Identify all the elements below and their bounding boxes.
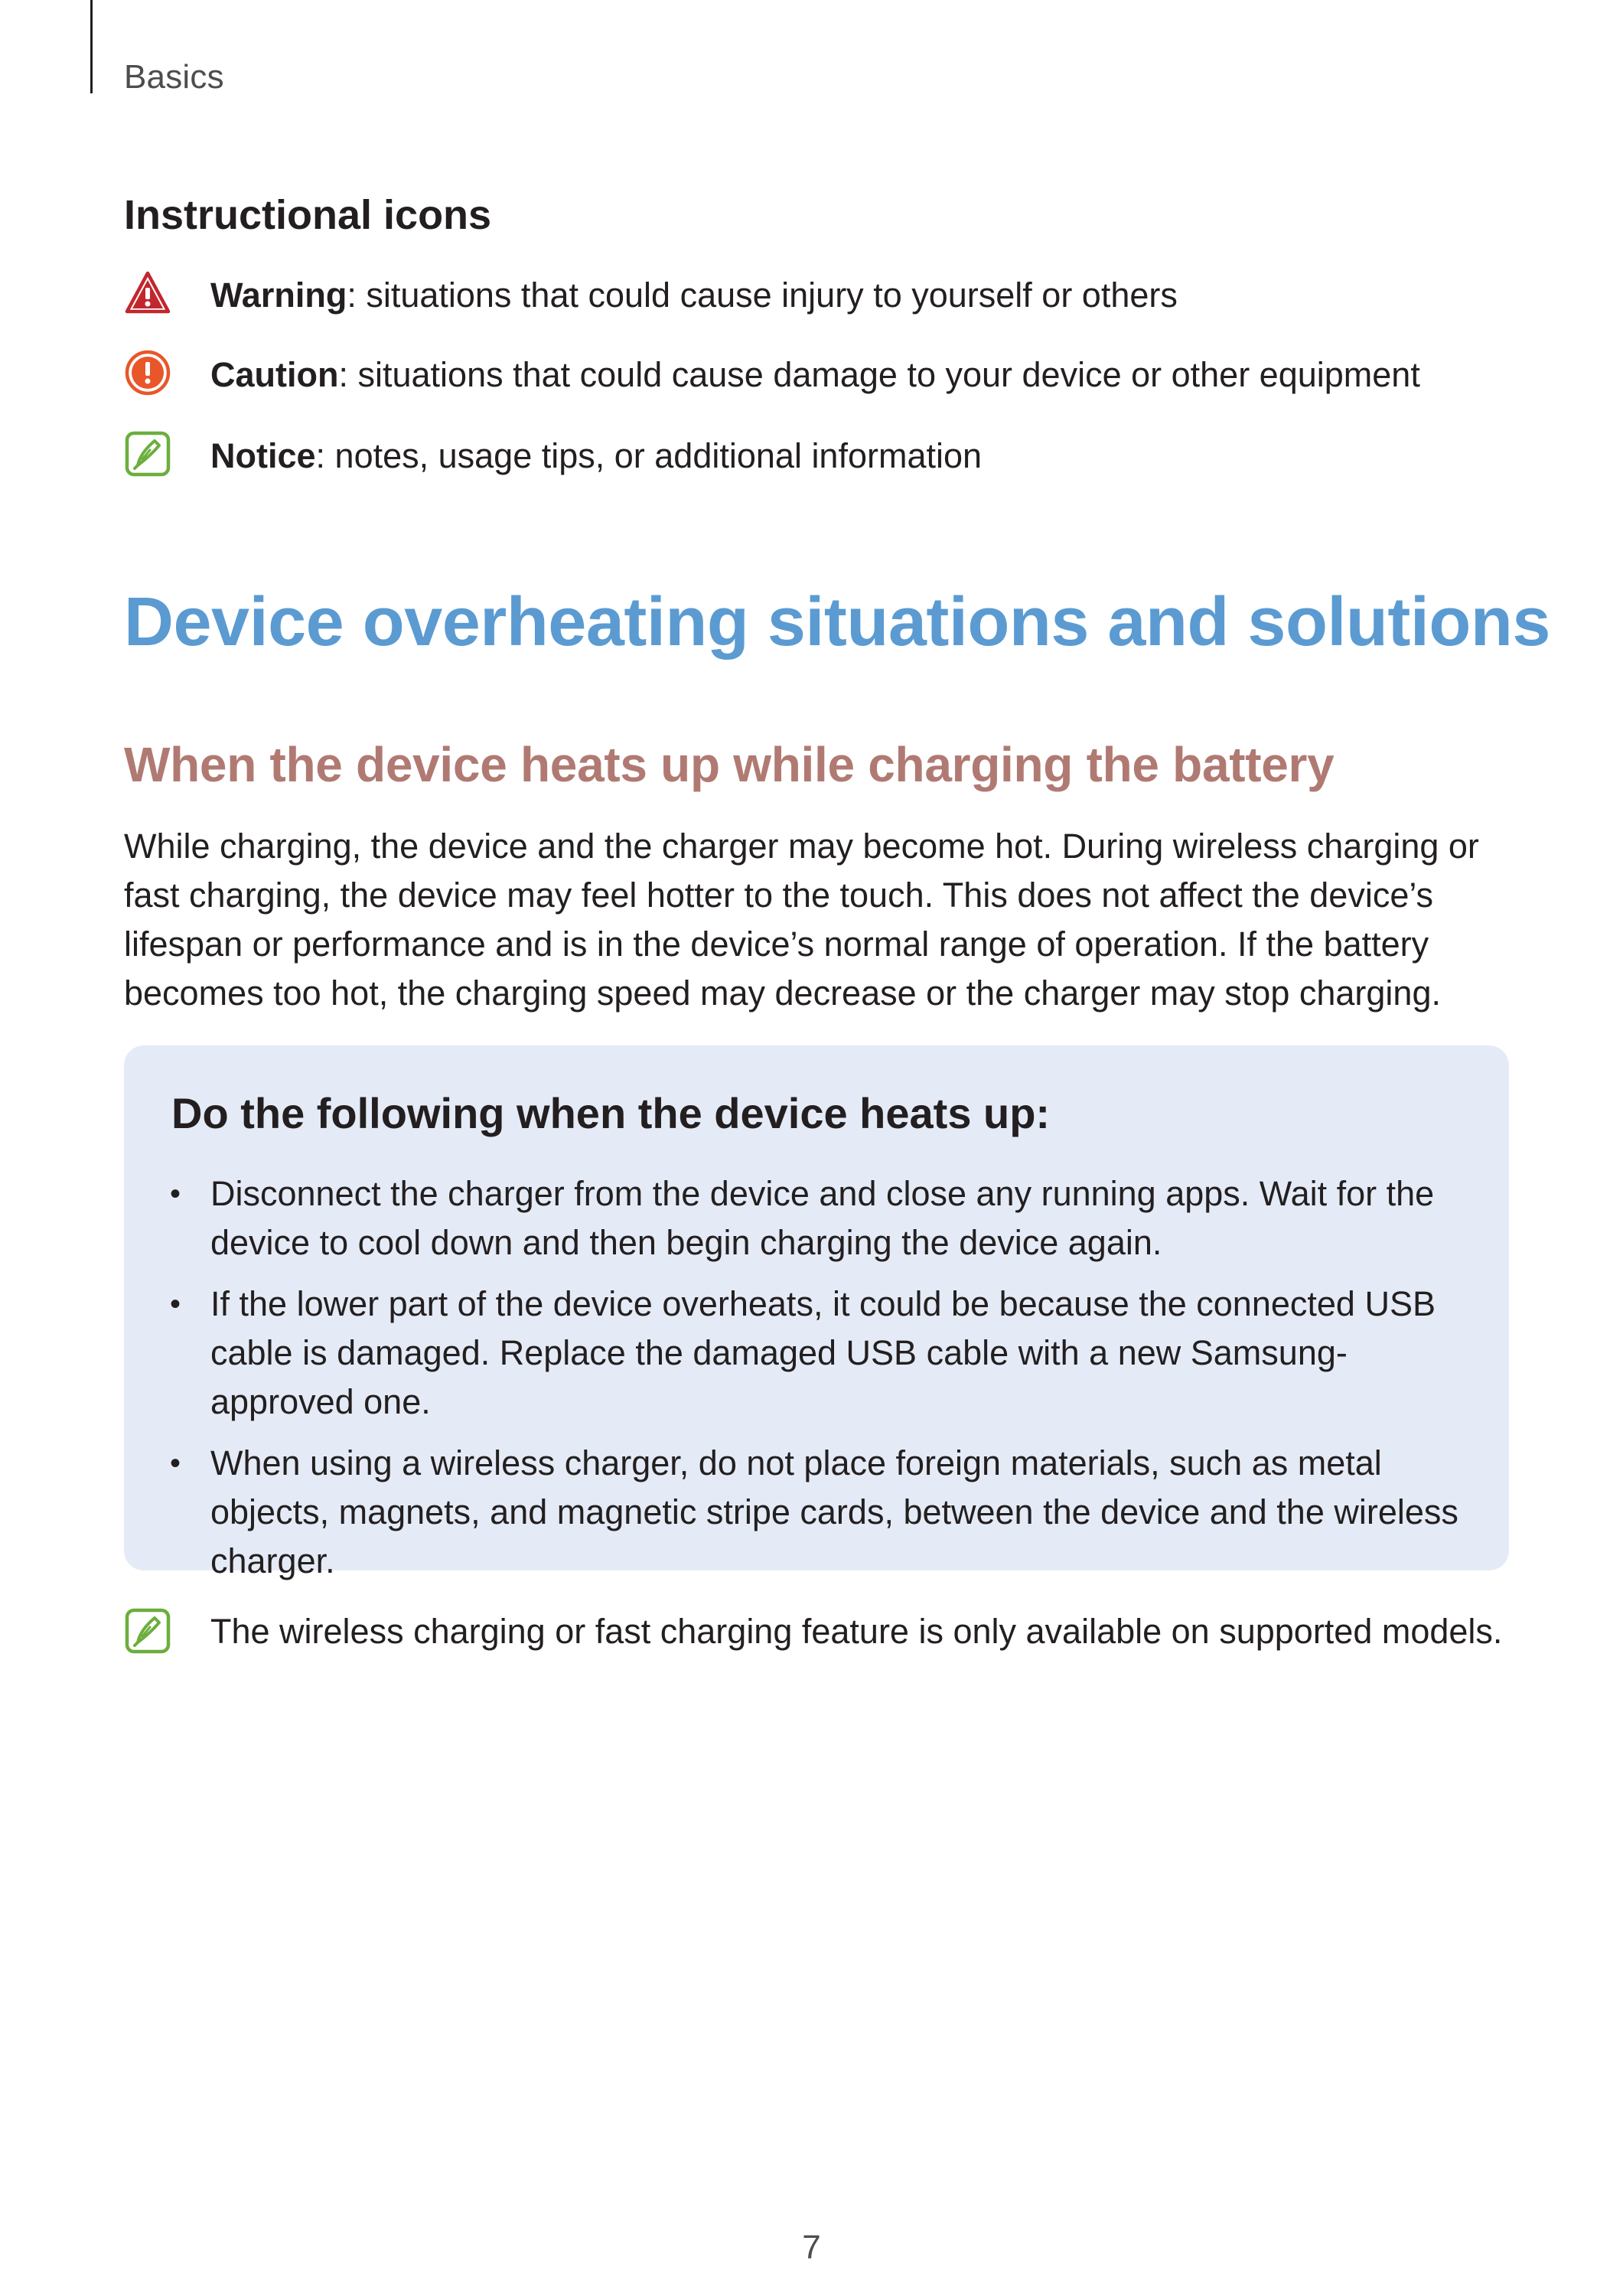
notice-row [124,1607,1578,1661]
instructional-icons-title: Instructional icons [124,192,492,238]
page-title: Device overheating situations and solutions [124,584,1550,660]
section-label: Basics [124,58,224,96]
warning-triangle-icon [124,269,171,317]
caution-legend-row [124,349,1578,403]
tip-box [124,1045,1509,1580]
notice-text: : notes, usage tips, or additional information [315,436,983,475]
tip-box-title: Do the following when the device heats up: [171,1089,1051,1137]
caution-circle-icon [124,349,171,396]
header-divider [90,0,93,93]
page-number: 7 [802,2229,821,2266]
warning-label: Warning [210,276,347,315]
warning-description [210,276,1178,315]
tip-list [124,1169,1509,1598]
caution-description [210,355,1420,395]
notice-description [210,436,982,476]
list-item [124,1439,1509,1586]
warning-text: : situations that could cause injury to yourself or others [347,276,1178,315]
caution-label: Caution [210,355,339,394]
list-item [124,1169,1509,1267]
notice-pen-icon [124,430,171,478]
notice-legend-row [124,430,1578,484]
body-paragraph: While charging, the device and the charger may become hot. During wireless charging or fast charging, the device may feel hotter to the touch. This does not affect the device’s lifespan or performance and is in the device’s normal range of operation. If the battery becomes too hot, the charging speed may decrease or the charger may stop charging. [124,827,1479,1013]
list-item-text: If the lower part of the device overheats, it could be because the connected USB cable is damaged. Replace the damaged USB cable with a new Samsung-approved one. [210,1284,1436,1421]
list-item-text: Disconnect the charger from the device and close any running apps. Wait for the device to cool down and then begin charging the device again. [210,1174,1435,1262]
caution-text: : situations that could cause damage to your device or other equipment [338,355,1420,394]
list-item-text: When using a wireless charger, do not place foreign materials, such as metal objects, magnets, and magnetic stripe cards, between the device and the wireless charger. [210,1443,1458,1580]
section-subheading: When the device heats up while charging the battery [124,737,1335,792]
list-item [124,1280,1509,1427]
bullet-icon: • [170,1177,181,1211]
notice-label: Notice [210,436,316,475]
notice-pen-icon [124,1607,171,1655]
warning-legend-row [124,269,1578,323]
bullet-icon: • [170,1287,181,1321]
bullet-icon: • [170,1446,181,1480]
notice-text: The wireless charging or fast charging feature is only available on supported models. [210,1612,1503,1651]
